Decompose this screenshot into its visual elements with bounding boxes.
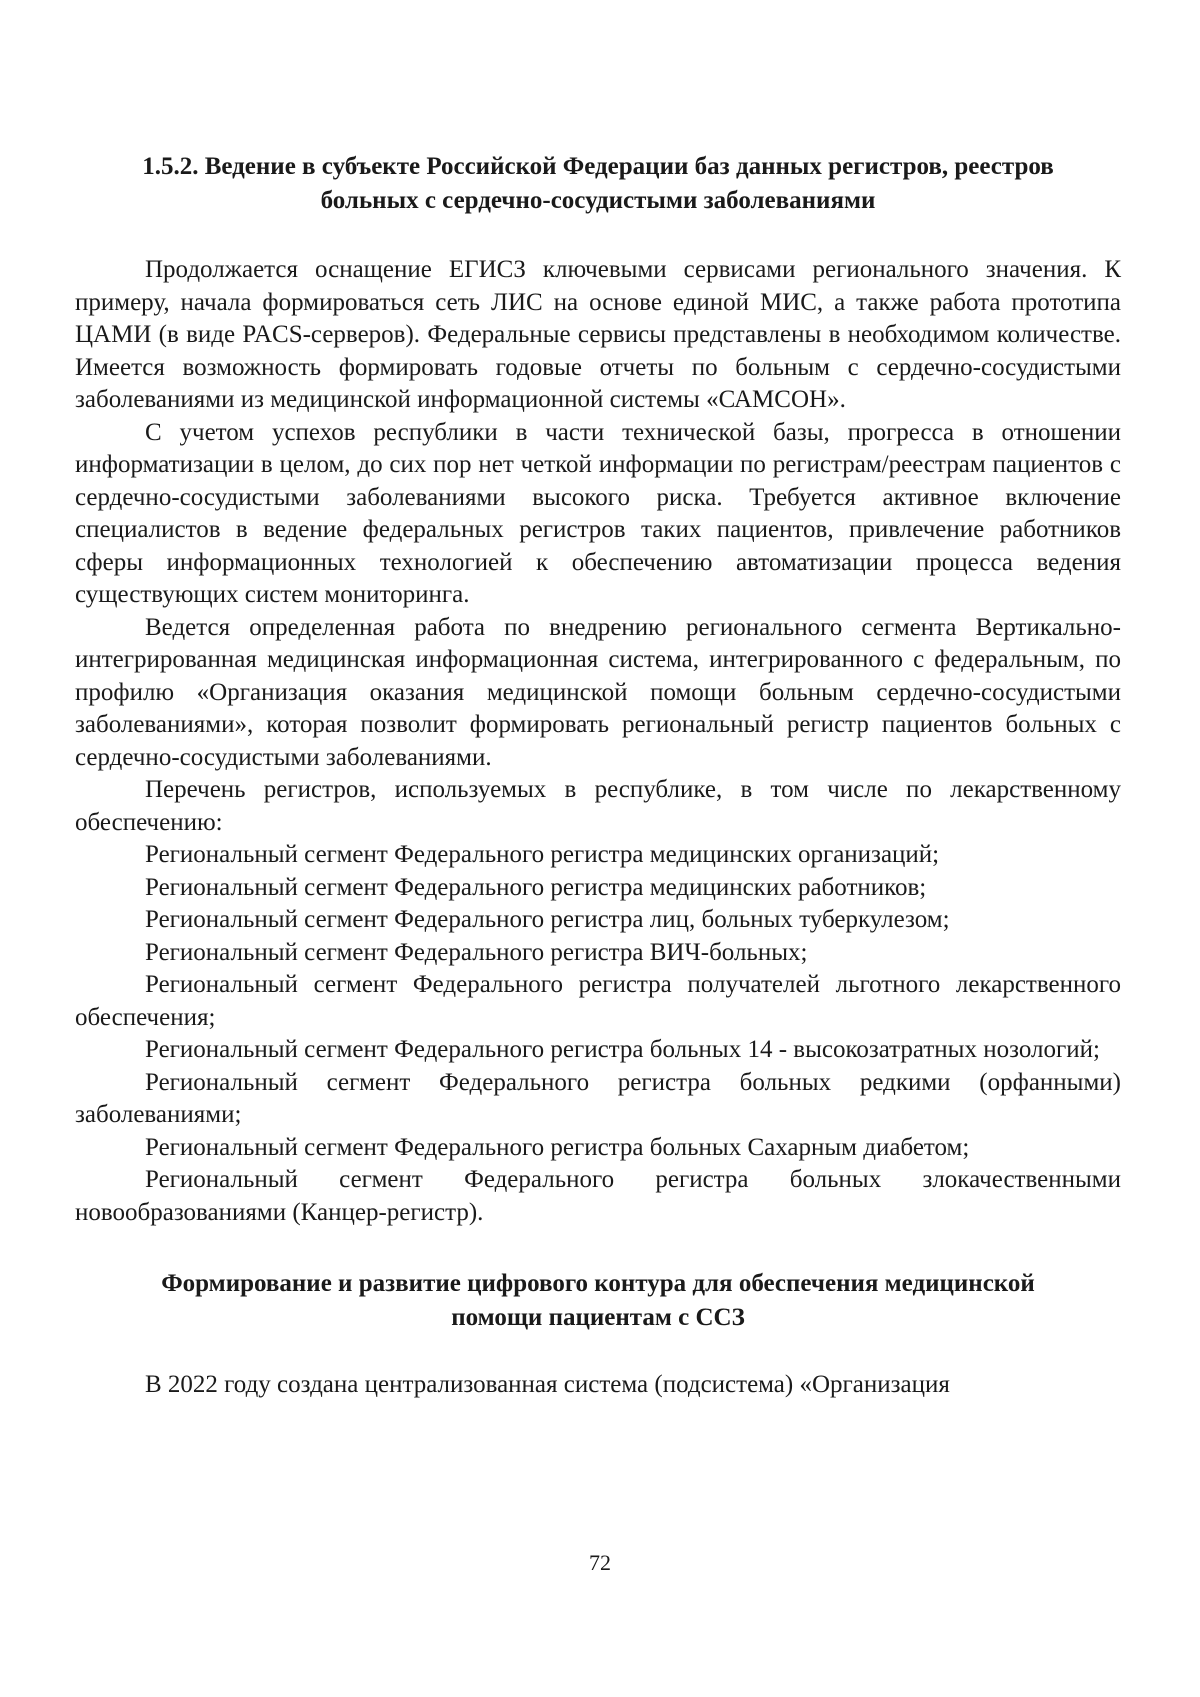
page-number: 72 <box>589 1550 611 1575</box>
registry-list-item: Региональный сегмент Федерального регистра получателей льготного лекарственного обеспечения; <box>75 971 1121 1031</box>
section-heading-digital-contour <box>75 1267 1121 1335</box>
registry-list-item: Региональный сегмент Федерального регистра медицинских работников; <box>145 873 927 901</box>
registry-list-item: Региональный сегмент Федерального регистра больных Сахарным диабетом; <box>145 1133 970 1161</box>
paragraph: В 2022 году создана централизованная система (подсистема) «Организация <box>145 1371 950 1398</box>
section-heading-line-2: больных с сердечно-сосудистыми заболеваниями <box>320 187 876 214</box>
section-heading-line-2: помощи пациентам с ССЗ <box>451 1304 745 1331</box>
paragraph: Продолжается оснащение ЕГИСЗ ключевыми сервисами регионального значения. К примеру, начала формироваться сеть ЛИС на основе единой МИС, а также работа прототипа ЦАМИ (в виде PACS-серверов). Федеральные сервисы представлены в необходимом количестве. Имеется возможность формировать годовые отчеты по больным с сердечно-сосудистыми заболеваниями из медицинской информационной системы «САМСОН». <box>75 256 1121 413</box>
section-body-registries <box>75 254 1121 1229</box>
registry-list-item: Региональный сегмент Федерального регистра больных редкими (орфанными) заболеваниями; <box>75 1068 1121 1128</box>
registry-list-item: Региональный сегмент Федерального регистра больных 14 - высокозатратных нозологий; <box>145 1036 1100 1063</box>
paragraph: С учетом успехов республики в части технической базы, прогресса в отношении информатизации в целом, до сих пор нет четкой информации по регистрам/реестрам пациентов с сердечно-сосудистыми заболеваниями высокого риска. Требуется активное включение специалистов в ведение федеральных регистров таких пациентов, привлечение работников сферы информационных технологией к обеспечению автоматизации процесса ведения существующих систем мониторинга. <box>75 418 1121 608</box>
section-heading-registries <box>75 150 1121 218</box>
section-heading-line-1: 1.5.2. Ведение в субъекте Российской Федерации баз данных регистров, реестров <box>142 153 1054 180</box>
registry-list-item: Региональный сегмент Федерального регистра больных злокачественными новообразованиями (Канцер-регистр). <box>75 1166 1121 1226</box>
registry-list-item: Региональный сегмент Федерального регистра ВИЧ-больных; <box>145 938 808 966</box>
paragraph: Перечень регистров, используемых в республике, в том числе по лекарственному обеспечению: <box>75 776 1121 836</box>
registry-list-item: Региональный сегмент Федерального регистра медицинских организаций; <box>145 841 940 868</box>
registry-list-item: Региональный сегмент Федерального регистра лиц, больных туберкулезом; <box>145 906 950 933</box>
section-heading-line-1: Формирование и развитие цифрового контура для обеспечения медицинской <box>161 1270 1035 1297</box>
paragraph: Ведется определенная работа по внедрению регионального сегмента Вертикально-интегрированная медицинская информационная система, интегрированного с федеральным, по профилю «Организация оказания медицинской помощи больным сердечно-сосудистыми заболеваниями», которая позволит формировать региональный регистр пациентов больных с сердечно-сосудистыми заболеваниями. <box>75 613 1121 771</box>
document-page <box>75 150 1121 1402</box>
